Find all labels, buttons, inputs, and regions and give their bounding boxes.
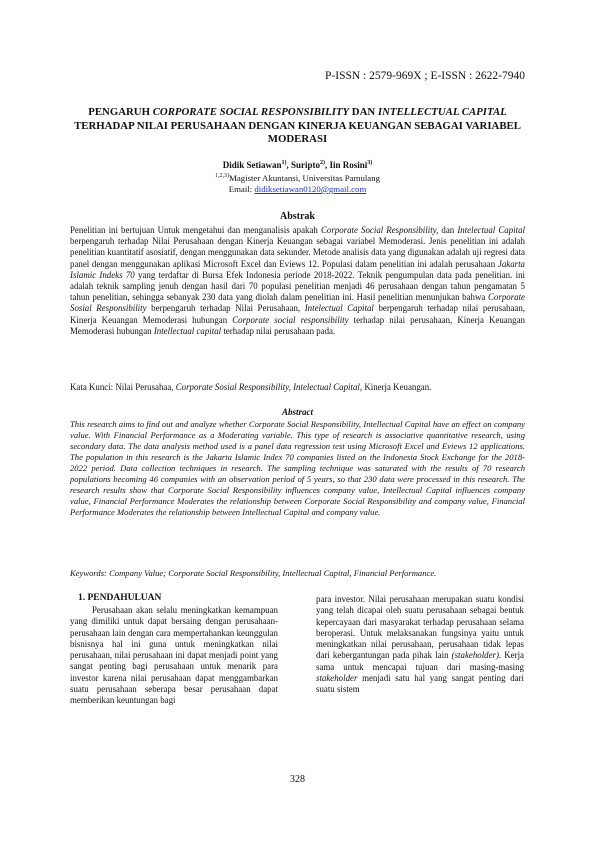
kata-kunci-italic: Corporate Sosial Responsibility, Intelectual Capital, <box>175 382 363 392</box>
intro-left-column: Perusahaan akan selalu meningkatkan kemampuan yang dimiliki untuk dapat bersaing dengan perusahaan-perusahaan lain dengan cara mempertahankan keunggulan bisnisnya hal ini guna untuk meningkatkan nilai perusahaan, nilai perusahaan ini dapat menjadi point yang sangat penting bagi perusahaan untuk menarik para investor karena nilai perusahaan dapat menggambarkan suatu perusahaan seberapa besar perusahaan dapat memberikan keuntungan bagi <box>70 605 278 706</box>
title-part: PENGARUH <box>88 106 153 118</box>
author-2: Suripto <box>290 160 320 170</box>
abstrak-text: terhadap nilai perusahaan, Kinerja Keuangan Memoderasi hubungan <box>70 314 525 336</box>
intro-italic: (stakeholder). <box>451 650 502 661</box>
abstrak-body <box>70 225 525 337</box>
abstract-body: This research aims to find out and analyze whether Corporate Social Responsibility, Intellectual Capital have an effect on company value. With Financial Performance as a Moderating variable. This type of research is associative quantitative research, using secondary data. The data analysis method used is a panel data regression test using Microsoft Excel and Eviews 12 applications. The population in this research is the Jakarta Islamic Index 70 companies listed on the Indonesia Stock Exchange for the 2018-2022 period. Data collection techniques in research. The sampling technique was saturated with the results of 70 research populations becoming 46 companies with an observation period of 5 years, so that 230 data were processed in this research. The research results show that Corporate Social Responsibility influences company value, Intellectual Capital influences company value, Financial Performance Moderates the relationship between Corporate Social Responsibility and company value, Financial Performance Moderates the relationship between Intellectual Capital and company value. <box>70 419 525 517</box>
author-2-sup: 2) <box>320 160 325 166</box>
intro-text: Kerja sama untuk mencapai tujuan dari masing-masing <box>316 650 524 672</box>
email-line <box>70 184 525 195</box>
title-part: DAN <box>349 106 378 118</box>
kata-kunci-text: Kata Kunci: Nilai Perusahaa, <box>70 382 176 392</box>
title-part: TERHADAP NILAI PERUSAHAAN DENGAN KINERJA KEUANGAN SEBAGAI VARIABEL MODERASI <box>74 119 521 145</box>
keywords: Keywords: Company Value; Corporate Social Responsibility, Intellectual Capital, Financial Performance. <box>70 568 437 578</box>
abstrak-italic: Intelectual Capital <box>457 225 525 235</box>
abstract-heading: Abstract <box>281 407 313 417</box>
kata-kunci <box>70 382 525 393</box>
title-italic: INTELLECTUAL CAPITAL <box>377 106 507 118</box>
author-names: Didik Setiawan$^{1)}$, Suripto$^{2)}$, Iin Rosini$^{3)}$ <box>222 160 373 170</box>
abstrak-italic: Intelectual Capital <box>304 303 374 314</box>
page-number: 328 <box>290 774 305 785</box>
abstrak-text: Penelitian ini bertujuan Untuk mengetahui dan menganalisis apakah <box>70 225 321 235</box>
title-italic: CORPORATE SOCIAL RESPONSIBILITY <box>152 106 350 118</box>
affiliation <box>70 171 525 184</box>
abstrak-text: berpengaruh terhadap Nilai Perusahaan dengan Kinerja Keuangan sebagai variabel Memoderasi. Jenis penelitian ini adalah penelitian kuantitatif asosiatif, dengan menggunakan data sekunder. Metode analisis data yang digunakan adalah uji regresi data panel dengan menggunakan aplikasi Microsoft Excel dan Eviews 12. Populasi dalam penelitian ini adalah perusahaan <box>70 236 525 269</box>
intro-right-column <box>316 594 524 696</box>
abstrak-italic: Corporate Sosial Responsibility <box>70 292 525 314</box>
email-link[interactable]: didiksetiawan0120@gmail.com <box>254 183 367 194</box>
abstrak-italic: Intellectual capital <box>153 325 222 336</box>
email-label: Email: <box>228 183 255 194</box>
author-1-sup: 1) <box>281 160 287 166</box>
affiliation-text: Magister Akuntansi, Universitas Pamulang <box>229 172 380 183</box>
authors-block <box>70 158 525 195</box>
abstrak-text: berpengaruh terhadap Nilai Perusahaan, <box>146 303 305 314</box>
abstrak-heading: Abstrak <box>279 211 315 222</box>
author-3-sup: 3) <box>367 160 373 166</box>
author-3: Iin Rosini <box>329 160 368 170</box>
abstrak-text: terhadap nilai perusahaan pada. <box>221 325 336 336</box>
affil-sup: 1,2,3) <box>215 173 229 179</box>
paper-title <box>70 106 525 147</box>
abstrak-italic: Corporate social responsibility <box>232 314 349 325</box>
section-heading: 1. PENDAHULUAN <box>78 593 162 603</box>
abstrak-text: dan <box>438 225 458 235</box>
intro-italic: stakeholder <box>316 673 358 684</box>
abstrak-text: yang terdaftar di Bursa Efek Indonesia periode 2018-2022. Teknik pengumpulan data pada penelitian. ini adalah teknik sampling jenuh dengan hasil dari 70 populasi penelitian menjadi 46 perusahaan dengan tahun pengamatan 5 tahun penelitian, sehingga sebanyak 230 data yang diolah dalam penelitian ini. Hasil penelitian menunjukan bahwa <box>70 269 525 303</box>
intro-text: para investor. Nilai perusahaan merupakan suatu kondisi yang telah dicapai oleh suatu perusahaan sebagai bentuk kepercayaan dari masyarakat terhadap perusahaan selama beroperasi. Untuk melaksanakan fungsinya yaitu untuk meningkatkan nilai perusahaan, perusahaan tidak lepas dari kebergantungan pada pihak lain <box>316 594 524 661</box>
abstrak-italic: Jakarta Islamic Indeks 70 <box>70 258 525 280</box>
kata-kunci-text: Kinerja Keuangan. <box>362 382 432 392</box>
abstrak-text: berpengaruh terhadap nilai perusahaan, Kinerja Keuangan Memoderasi hubungan <box>70 303 525 325</box>
intro-text: menjadi satu hal yang sangat penting dari suatu sistem <box>316 673 524 695</box>
abstrak-italic: Corporate Social Responsibility, <box>320 225 439 235</box>
author-1: Didik Setiawan <box>222 160 282 170</box>
issn-header: P-ISSN : 2579-969X ; E-ISSN : 2622-7940 <box>325 70 525 82</box>
